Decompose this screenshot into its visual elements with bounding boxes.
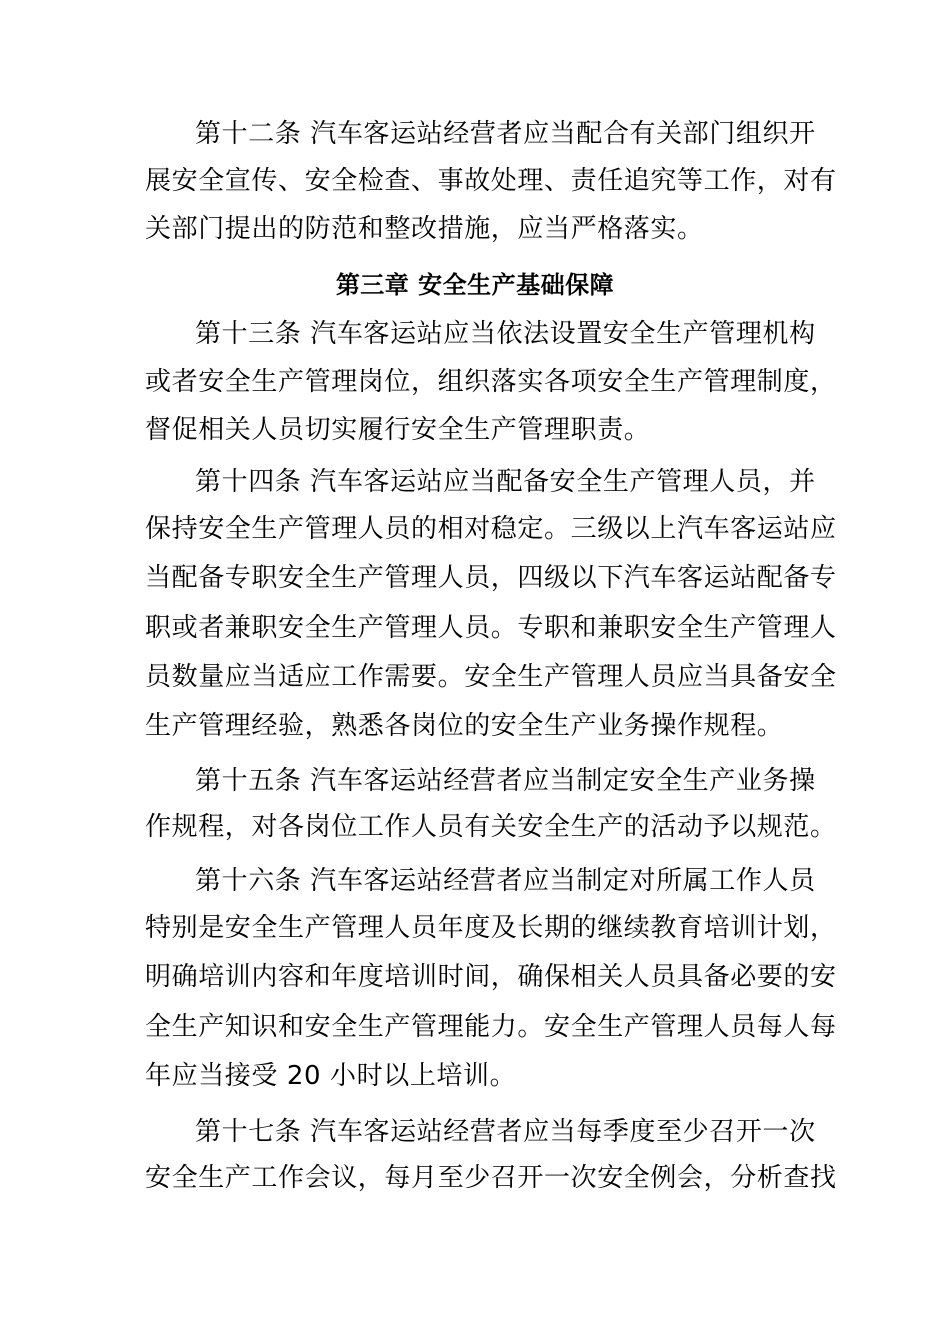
article-12-line-1: 第十二条 汽车客运站经营者应当配合有关部门组织开 <box>195 119 816 149</box>
article-16-line-5: 年应当接受 20 小时以上培训。 <box>145 1061 517 1091</box>
article-17-line-2: 安全生产工作会议，每月至少召开一次安全例会，分析查找 <box>145 1163 837 1193</box>
article-15-line-1: 第十五条 汽车客运站经营者应当制定安全生产业务操 <box>195 766 816 796</box>
article-15-line-2: 作规程，对各岗位工作人员有关安全生产的活动予以规范。 <box>145 812 837 842</box>
article-16-line-4: 全生产知识和安全生产管理能力。安全生产管理人员每人每 <box>145 1012 837 1042</box>
chapter-heading: 第三章 安全生产基础保障 <box>335 271 615 299</box>
article-12-line-2: 展安全宣传、安全检查、事故处理、责任追究等工作，对有 <box>145 166 837 196</box>
article-13-line-2: 或者安全生产管理岗位，组织落实各项安全生产管理制度， <box>145 367 837 397</box>
article-16-line-3: 明确培训内容和年度培训时间，确保相关人员具备必要的安 <box>145 962 837 992</box>
article-14-line-5: 员数量应当适应工作需要。安全生产管理人员应当具备安全 <box>145 662 837 692</box>
article-13-line-3: 督促相关人员切实履行安全生产管理职责。 <box>145 415 651 445</box>
article-14-line-2: 保持安全生产管理人员的相对稳定。三级以上汽车客运站应 <box>145 514 837 544</box>
article-14-line-1: 第十四条 汽车客运站应当配备安全生产管理人员，并 <box>195 467 816 497</box>
article-14-line-3: 当配备专职安全生产管理人员，四级以下汽车客运站配备专 <box>145 563 837 593</box>
article-12-line-3: 关部门提出的防范和整改措施，应当严格落实。 <box>145 214 704 244</box>
article-17-line-1: 第十七条 汽车客运站经营者应当每季度至少召开一次 <box>195 1117 816 1147</box>
article-14-line-6: 生产管理经验，熟悉各岗位的安全生产业务操作规程。 <box>145 711 784 741</box>
article-16-line-1: 第十六条 汽车客运站经营者应当制定对所属工作人员 <box>195 866 816 896</box>
article-14-line-4: 职或者兼职安全生产管理人员。专职和兼职安全生产管理人 <box>145 613 837 643</box>
article-16-line-2: 特别是安全生产管理人员年度及长期的继续教育培训计划， <box>145 913 837 943</box>
article-13-line-1: 第十三条 汽车客运站应当依法设置安全生产管理机构 <box>195 319 816 349</box>
